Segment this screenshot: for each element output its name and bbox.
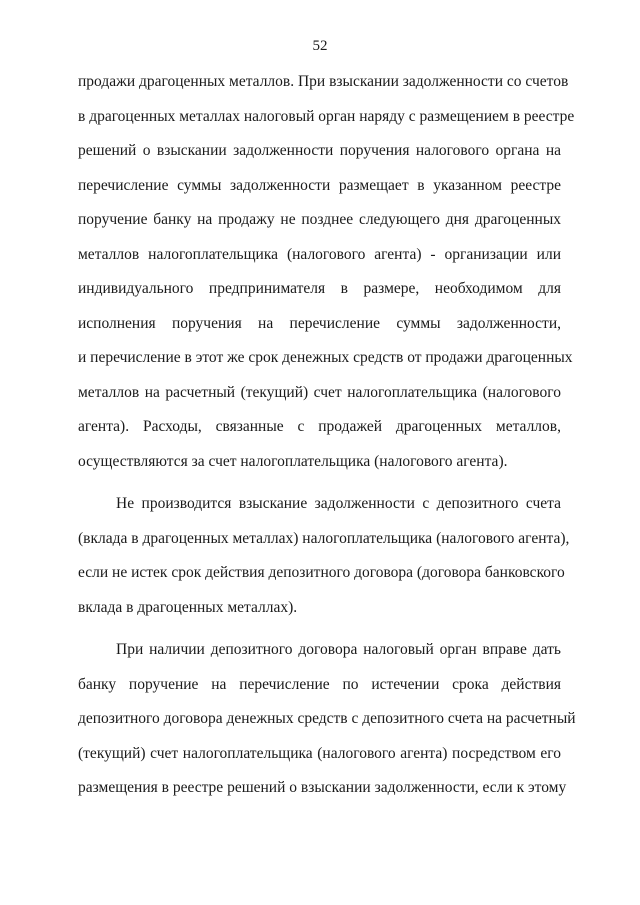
text-line: продажи драгоценных металлов. При взыскании задолженности со счетов — [78, 73, 569, 90]
text-line: Не производится взыскание задолженности с депозитного счета — [116, 495, 561, 512]
text-line: вклада в драгоценных металлах). — [78, 598, 298, 616]
text-line: банку поручение на перечисление по истечении срока действия — [78, 675, 561, 693]
text-line: металлов на расчетный (текущий) счет налогоплательщика (налогового — [78, 383, 561, 401]
document-body — [78, 73, 576, 815]
paragraph-2 — [78, 495, 570, 634]
text-line: агента). Расходы, связанные с продажей драгоценных металлов, — [78, 418, 561, 435]
text-line: в драгоценных металлах налоговый орган наряду с размещением в реестре — [78, 107, 575, 125]
text-line: индивидуального предпринимателя в размере, необходимом для — [78, 280, 561, 297]
page-number: 52 — [312, 38, 328, 54]
text-line: перечисление суммы задолженности размещает в указанном реестре — [78, 176, 561, 194]
text-line: (вклада в драгоценных металлах) налогоплательщика (налогового агента), — [78, 529, 570, 547]
text-line: и перечисление в этот же срок денежных средств от продажи драгоценных — [78, 349, 573, 366]
text-line: поручение банку на продажу не позднее следующего дня драгоценных — [78, 211, 561, 228]
text-line: решений о взыскании задолженности поручения налогового органа на — [78, 142, 561, 159]
text-line: При наличии депозитного договора налоговый орган вправе дать — [116, 641, 561, 658]
text-line: металлов налогоплательщика (налогового агента) - организации или — [78, 245, 561, 263]
text-line: (текущий) счет налогоплательщика (налогового агента) посредством его — [78, 744, 561, 762]
paragraph-3 — [78, 641, 576, 815]
text-line: размещения в реестре решений о взыскании задолженности, если к этому — [78, 779, 567, 796]
text-line: осуществляются за счет налогоплательщика (налогового агента). — [78, 452, 508, 470]
text-line: если не истек срок действия депозитного договора (договора банковского — [78, 564, 565, 581]
paragraph-1 — [78, 73, 575, 488]
text-line: исполнения поручения на перечисление суммы задолженности, — [78, 314, 561, 332]
text-line: депозитного договора денежных средств с депозитного счета на расчетный — [78, 710, 576, 727]
